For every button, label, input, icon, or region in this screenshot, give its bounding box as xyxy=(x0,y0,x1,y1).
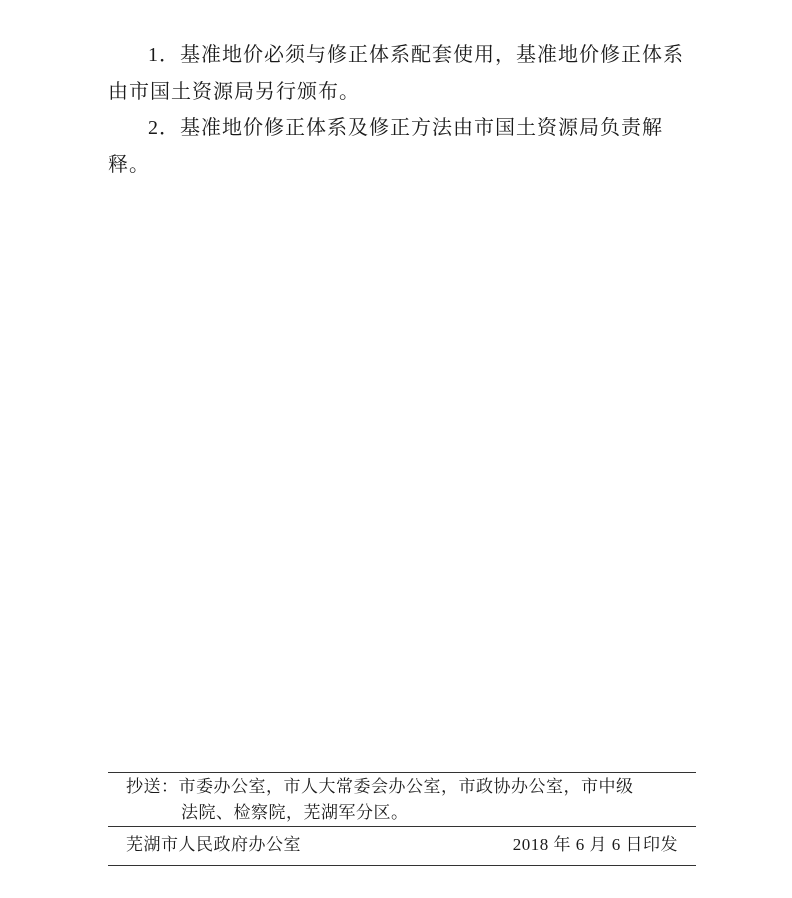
distribution-line-1: 市委办公室，市人大常委会办公室，市政协办公室，市中级 xyxy=(178,777,634,797)
issue-date: 2018 年 6 月 6 日印发 xyxy=(512,835,678,854)
distribution-list xyxy=(126,774,686,826)
issue-footer xyxy=(126,832,678,858)
clause-1-number: 1． xyxy=(148,44,180,66)
clause-2-text: 基准地价修正体系及修正方法由市国土资源局负责解释。 xyxy=(108,115,663,176)
distribution-label: 抄送： xyxy=(126,777,179,797)
document-body xyxy=(108,36,696,182)
clause-2-number: 2． xyxy=(148,117,180,139)
clause-1 xyxy=(108,36,696,109)
divider-middle xyxy=(108,826,696,827)
clause-1-text: 基准地价必须与修正体系配套使用，基准地价修正体系由市国土资源局另行颁布。 xyxy=(108,42,684,103)
distribution-line-2: 法院、检察院，芜湖军分区。 xyxy=(181,803,409,823)
clause-2 xyxy=(108,109,696,182)
issuer-name: 芜湖市人民政府办公室 xyxy=(126,835,301,855)
divider-bottom xyxy=(108,865,696,866)
divider-top xyxy=(108,772,696,773)
